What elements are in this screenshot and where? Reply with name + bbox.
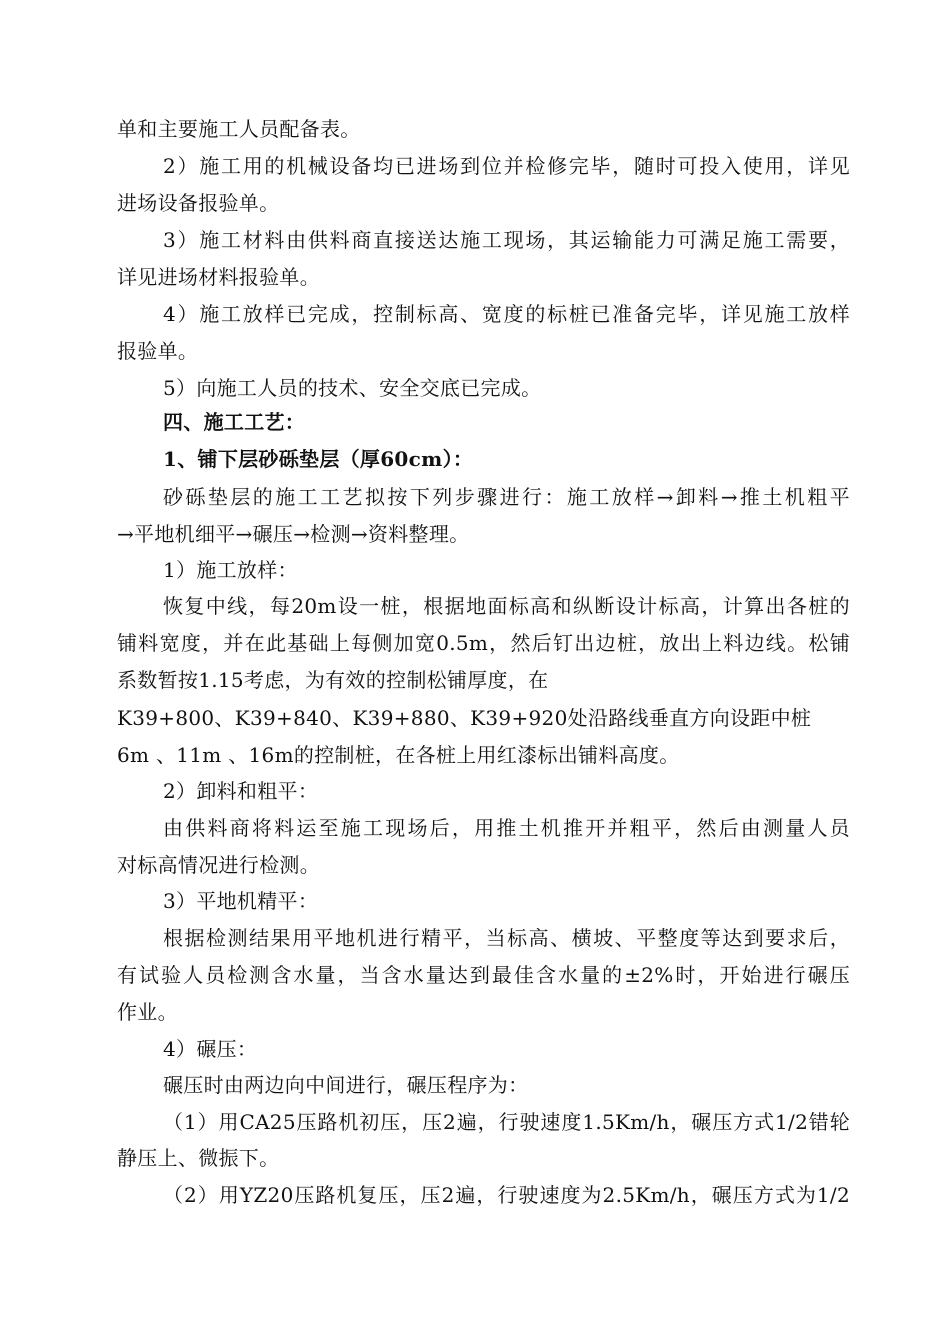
text-line: （2）用YZ20压路机复压，压2遍，行驶速度为2.5Km/h，碾压方式为1/2 xyxy=(163,1183,850,1207)
text-line: 4）施工放样已完成，控制标高、宽度的标桩已准备完毕，详见施工放样 xyxy=(163,302,850,326)
text-line: 进场设备报验单。 xyxy=(117,191,280,215)
section-heading: 四、施工工艺： xyxy=(163,410,306,434)
text-line: 碾压时由两边向中间进行，碾压程序为： xyxy=(163,1073,529,1097)
text-line: 系数暂按1.15考虑，为有效的控制松铺厚度，在 xyxy=(117,668,549,692)
text-line: 2）卸料和粗平： xyxy=(163,779,319,803)
text-line: 6m 、11m 、16m的控制桩，在各桩上用红漆标出铺料高度。 xyxy=(117,743,680,767)
text-line: 单和主要施工人员配备表。 xyxy=(117,117,361,141)
text-line: 由供料商将料运至施工现场后，用推土机推开并粗平，然后由测量人员 xyxy=(163,816,850,840)
text-line: 恢复中线，每20m设一桩，根据地面标高和纵断设计标高，计算出各桩的 xyxy=(163,594,850,618)
text-line: 铺料宽度，并在此基础上每侧加宽0.5m，然后钉出边桩，放出上料边线。松铺 xyxy=(117,631,850,655)
text-line: 3）平地机精平： xyxy=(163,889,319,913)
text-line: 静压上、微振下。 xyxy=(117,1146,280,1170)
subsection-heading: 1、铺下层砂砾垫层（厚60cm）： xyxy=(163,447,474,471)
text-line: 砂砾垫层的施工工艺拟按下列步骤进行：施工放样→卸料→推土机粗平 xyxy=(163,485,850,509)
text-line: （1）用CA25压路机初压，压2遍，行驶速度1.5Km/h，碾压方式1/2错轮 xyxy=(163,1110,850,1134)
text-line: 1）施工放样： xyxy=(163,558,298,582)
text-line: 报验单。 xyxy=(117,339,199,363)
text-line: 4）碾压： xyxy=(163,1037,258,1061)
text-line: 对标高情况进行检测。 xyxy=(117,853,320,877)
text-line: 5）向施工人员的技术、安全交底已完成。 xyxy=(163,376,542,400)
text-line: →平地机细平→碾压→检测→资料整理。 xyxy=(117,522,470,546)
text-line: K39+800、K39+840、K39+880、K39+920处沿路线垂直方向设距中桩 xyxy=(117,706,812,730)
text-line: 3）施工材料由供料商直接送达施工现场，其运输能力可满足施工需要， xyxy=(163,228,850,252)
text-line: 有试验人员检测含水量，当含水量达到最佳含水量的±2%时，开始进行碾压 xyxy=(117,963,850,987)
text-line: 作业。 xyxy=(117,1000,178,1024)
text-line: 2）施工用的机械设备均已进场到位并检修完毕，随时可投入使用，详见 xyxy=(163,154,850,178)
text-line: 根据检测结果用平地机进行精平，当标高、横坡、平整度等达到要求后， xyxy=(163,926,850,950)
text-line: 详见进场材料报验单。 xyxy=(117,265,320,289)
